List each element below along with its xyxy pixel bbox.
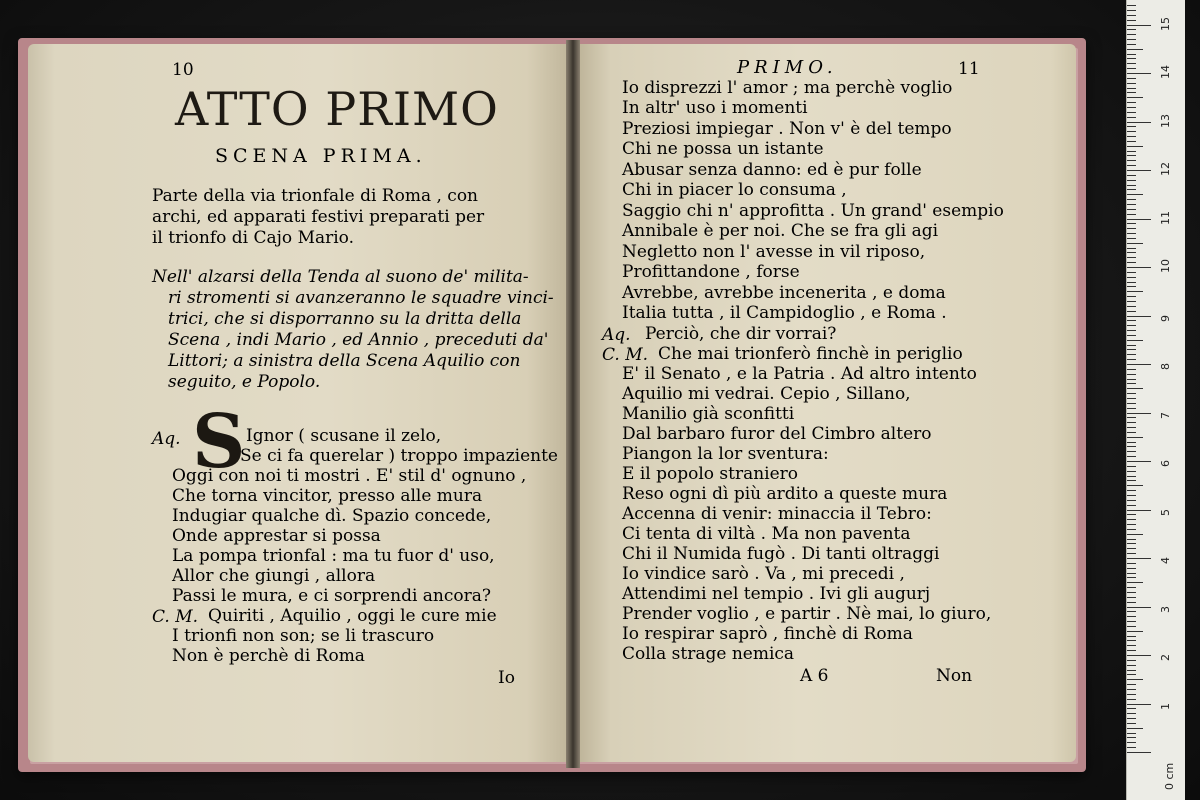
ruler-tick [1127,39,1136,40]
verse-line: Preziosi impiegar . Non v' è del tempo [622,119,952,139]
ruler-tick [1127,636,1136,637]
ruler-tick [1127,102,1136,103]
verse-line: Perciò, che dir vorrai? [645,324,837,344]
verse-line: Reso ogni dì più ardito a queste mura [622,484,948,504]
ruler-tick [1127,417,1136,418]
ruler-number: 2 [1159,654,1172,661]
ruler-tick [1127,476,1136,477]
ruler-tick [1127,573,1136,574]
ruler-tick [1127,737,1136,738]
verse-line: Italia tutta , il Campidoglio , e Roma . [622,303,947,323]
verse-line: E il popolo straniero [622,464,799,484]
ruler-tick [1127,306,1136,307]
ruler-tick [1127,83,1136,84]
ruler-tick [1127,665,1136,666]
ruler-tick [1127,413,1151,414]
stage-direction-line: ri stromenti si avanzeranno le squadre vinci- [168,288,554,308]
act-title: ATTO PRIMO [175,82,499,136]
stage-direction-line: Nell' alzarsi della Tenda al suono de' milita- [152,267,529,287]
verse-line: Manilio già sconfitti [622,404,795,424]
ruler-tick [1127,408,1136,409]
ruler-tick [1127,112,1136,113]
speaker-label: C. M. [152,607,199,627]
ruler-tick [1127,185,1136,186]
ruler-tick [1127,611,1136,612]
ruler-tick [1127,461,1151,462]
ruler-tick [1127,645,1136,646]
ruler-tick [1127,393,1136,394]
ruler-tick [1127,670,1136,671]
verse-line: Io vindice sarò . Va , mi precedi , [622,564,905,584]
ruler-unit-label: 0 cm [1163,762,1176,790]
ruler-tick [1127,330,1136,331]
ruler-tick [1127,233,1136,234]
measuring-ruler [1126,0,1185,800]
ruler-tick [1127,456,1136,457]
ruler-tick [1127,296,1136,297]
ruler-tick [1127,248,1136,249]
ruler-tick [1127,63,1136,64]
verse-line: Avrebbe, avrebbe incenerita , e doma [622,283,946,303]
ruler-tick [1127,374,1136,375]
ruler-tick [1127,427,1136,428]
ruler-tick [1127,49,1143,50]
dialogue-line: Se ci fa querelar ) troppo impaziente [240,446,558,466]
ruler-tick [1127,209,1136,210]
ruler-tick [1127,708,1136,709]
ruler-tick [1127,97,1143,98]
ruler-tick [1127,451,1136,452]
ruler-tick [1127,723,1136,724]
ruler-tick [1127,349,1136,350]
ruler-tick [1127,480,1136,481]
ruler-tick [1127,582,1143,583]
dialogue-line: I trionfi non son; se li trascuro [172,626,435,646]
ruler-tick [1127,136,1136,137]
ruler-tick [1127,631,1143,632]
ruler-tick [1127,92,1136,93]
ruler-tick [1127,534,1143,535]
ruler-tick [1127,383,1136,384]
ruler-tick [1127,267,1151,268]
ruler-tick [1127,553,1136,554]
page-number-right: 11 [958,59,980,79]
ruler-tick [1127,34,1136,35]
ruler-tick [1127,568,1136,569]
verse-line: Negletto non l' avesse in vil riposo, [622,242,926,262]
ruler-tick [1127,131,1136,132]
ruler-tick [1127,660,1136,661]
dialogue-line: Ignor ( scusane il zelo, [246,426,442,446]
signature-mark: A 6 [800,666,829,686]
ruler-tick [1127,650,1136,651]
ruler-tick [1127,621,1136,622]
ruler-tick [1127,432,1136,433]
ruler-tick [1127,214,1136,215]
ruler-tick [1127,272,1136,273]
dialogue-line: Non è perchè di Roma [172,646,365,666]
ruler-tick [1127,320,1136,321]
ruler-tick [1127,311,1136,312]
ruler-tick [1127,204,1136,205]
ruler-tick [1127,403,1136,404]
ruler-number: 4 [1159,557,1172,564]
ruler-tick [1127,170,1151,171]
dialogue-line: Che torna vincitor, presso alle mura [172,486,483,506]
ruler-number: 5 [1159,508,1172,516]
drop-cap: S [192,399,246,485]
verse-line: Chi il Numida fugò . Di tanti oltraggi [622,544,940,564]
verse-line: Che mai trionferò finchè in periglio [658,344,963,364]
stage-direction-line: seguito, e Popolo. [168,372,321,392]
verse-line: Colla strage nemica [622,644,795,664]
stage-direction-line: trici, che si disporranno su la dritta della [168,309,522,329]
ruler-tick [1127,539,1136,540]
dialogue-line: Quiriti , Aquilio , oggi le cure mie [208,606,497,626]
ruler-tick [1127,122,1151,123]
ruler-tick [1127,189,1136,190]
ruler-tick [1127,29,1136,30]
ruler-tick [1127,54,1136,55]
ruler-tick [1127,529,1136,530]
ruler-tick [1127,500,1136,501]
dialogue-line: Onde apprestar si possa [172,526,381,546]
catchword-right: Non [936,666,973,686]
ruler-tick [1127,10,1136,11]
ruler-tick [1127,73,1151,74]
ruler-tick [1127,689,1136,690]
stage-direction-line: Littori; a sinistra della Scena Aquilio con [168,351,521,371]
ruler-tick [1127,495,1136,496]
ruler-tick [1127,524,1136,525]
ruler-tick [1127,126,1136,127]
dialogue-line: Allor che giungi , allora [172,566,376,586]
ruler-tick [1127,563,1136,564]
dialogue-line: Passi le mura, e ci sorprendi ancora? [172,586,492,606]
ruler-tick [1127,146,1143,147]
ruler-tick [1127,20,1136,21]
ruler-tick [1127,699,1136,700]
ruler-tick [1127,694,1136,695]
ruler-tick [1127,704,1151,705]
ruler-tick [1127,58,1136,59]
ruler-tick [1127,340,1143,341]
ruler-tick [1127,752,1151,753]
ruler-tick [1127,607,1151,608]
ruler-tick [1127,262,1136,263]
ruler-number: 9 [1159,314,1172,322]
ruler-tick [1127,519,1136,520]
ruler-number: 6 [1159,460,1172,467]
verse-line: Chi in piacer lo consuma , [622,180,847,200]
ruler-tick [1127,718,1136,719]
verse-line: Dal barbaro furor del Cimbro altero [622,424,932,444]
verse-line: Io disprezzi l' amor ; ma perchè voglio [622,78,953,98]
verse-line: Attendimi nel tempio . Ivi gli augurj [622,584,931,604]
dialogue-line: Oggi con noi ti mostri . E' stil d' ognuno , [172,466,527,486]
verse-line: Abusar senza danno: ed è pur folle [622,160,922,180]
speaker-label: Aq. [602,325,631,345]
speaker-label: C. M. [602,345,649,365]
ruler-tick [1127,316,1151,317]
ruler-tick [1127,117,1136,118]
ruler-tick [1127,437,1143,438]
ruler-tick [1127,277,1136,278]
ruler-tick [1127,228,1136,229]
verse-line: Chi ne possa un istante [622,139,824,159]
ruler-tick [1127,587,1136,588]
ruler-tick [1127,684,1136,685]
ruler-tick [1127,510,1151,511]
verse-line: Profittandone , forse [622,262,800,282]
ruler-tick [1127,742,1136,743]
ruler-tick [1127,325,1136,326]
ruler-tick [1127,199,1136,200]
ruler-number: 10 [1159,259,1172,273]
ruler-number: 15 [1159,16,1172,31]
ruler-tick [1127,345,1136,346]
stage-direction-line: Scena , indi Mario , ed Annio , preceduti da' [168,330,549,350]
verse-line: Accenna di venir: minaccia il Tebro: [622,504,932,524]
ruler-tick [1127,354,1136,355]
ruler-tick [1127,543,1136,544]
setting-line: Parte della via trionfale di Roma , con [152,186,479,206]
ruler-tick [1127,238,1136,239]
ruler-tick [1127,485,1143,486]
ruler-tick [1127,107,1136,108]
ruler-tick [1127,548,1136,549]
scene-heading: SCENA PRIMA. [215,145,427,167]
ruler-tick [1127,155,1136,156]
ruler-tick [1127,252,1136,253]
ruler-number: 11 [1159,210,1172,225]
ruler-tick [1127,577,1136,578]
ruler-tick [1127,466,1136,467]
ruler-tick [1127,5,1136,6]
ruler-tick [1127,655,1151,656]
verse-line: Prender voglio , e partir . Nè mai, lo giuro, [622,604,992,624]
ruler-tick [1127,674,1136,675]
ruler-tick [1127,78,1136,79]
page-number-left: 10 [172,60,194,80]
ruler-tick [1127,291,1143,292]
ruler-tick [1127,728,1143,729]
ruler-tick [1127,514,1136,515]
ruler-tick [1127,151,1136,152]
ruler-tick [1127,713,1136,714]
verse-line: Piangon la lor sventura: [622,444,829,464]
verse-line: In altr' uso i momenti [622,98,808,118]
ruler-tick [1127,301,1136,302]
ruler-tick [1127,243,1143,244]
ruler-tick [1127,490,1136,491]
ruler-tick [1127,422,1136,423]
ruler-number: 12 [1159,162,1172,176]
ruler-number: 3 [1159,605,1172,613]
book-gutter [566,40,580,768]
ruler-number: 1 [1159,702,1172,710]
running-head: PRIMO. [737,57,838,78]
ruler-tick [1127,88,1136,89]
ruler-tick [1127,160,1136,161]
verse-line: Ci tenta di viltà . Ma non paventa [622,524,911,544]
ruler-tick [1127,640,1136,641]
ruler-tick [1127,592,1136,593]
ruler-tick [1127,597,1136,598]
ruler-tick [1127,194,1143,195]
ruler-tick [1127,388,1143,389]
ruler-tick [1127,471,1136,472]
ruler-tick [1127,626,1136,627]
ruler-tick [1127,180,1136,181]
ruler-tick [1127,733,1136,734]
verse-line: Annibale è per noi. Che se fra gli agi [622,221,939,241]
ruler-tick [1127,679,1143,680]
ruler-tick [1127,602,1136,603]
ruler-tick [1127,223,1136,224]
speaker-label: Aq. [152,429,181,449]
verse-line: E' il Senato , e la Patria . Ad altro intento [622,364,977,384]
ruler-tick [1127,257,1136,258]
ruler-tick [1127,364,1151,365]
verse-line: Saggio chi n' approfitta . Un grand' esempio [622,201,1004,221]
ruler-number: 7 [1159,411,1172,419]
ruler-tick [1127,359,1136,360]
ruler-tick [1127,141,1136,142]
ruler-tick [1127,398,1136,399]
ruler-tick [1127,68,1136,69]
verse-line: Io respirar saprò , finchè di Roma [622,624,913,644]
ruler-tick [1127,25,1151,26]
ruler-tick [1127,165,1136,166]
ruler-tick [1127,44,1136,45]
ruler-number: 8 [1159,363,1172,370]
ruler-number: 13 [1159,113,1172,128]
ruler-tick [1127,175,1136,176]
catchword-left: Io [498,668,515,688]
dialogue-line: La pompa trionfal : ma tu fuor d' uso, [172,546,495,566]
ruler-tick [1127,616,1136,617]
ruler-tick [1127,335,1136,336]
verse-line: Aquilio mi vedrai. Cepio , Sillano, [622,384,911,404]
setting-line: il trionfo di Cajo Mario. [152,228,355,248]
ruler-tick [1127,446,1136,447]
ruler-tick [1127,442,1136,443]
ruler-number: 14 [1159,65,1172,79]
ruler-tick [1127,219,1151,220]
ruler-tick [1127,505,1136,506]
ruler-tick [1127,369,1136,370]
ruler-tick [1127,286,1136,287]
dialogue-line: Indugiar qualche dì. Spazio concede, [172,506,492,526]
ruler-tick [1127,558,1151,559]
ruler-tick [1127,379,1136,380]
ruler-tick [1127,747,1136,748]
ruler-tick [1127,282,1136,283]
ruler-tick [1127,15,1136,16]
setting-line: archi, ed apparati festivi preparati per [152,207,485,227]
